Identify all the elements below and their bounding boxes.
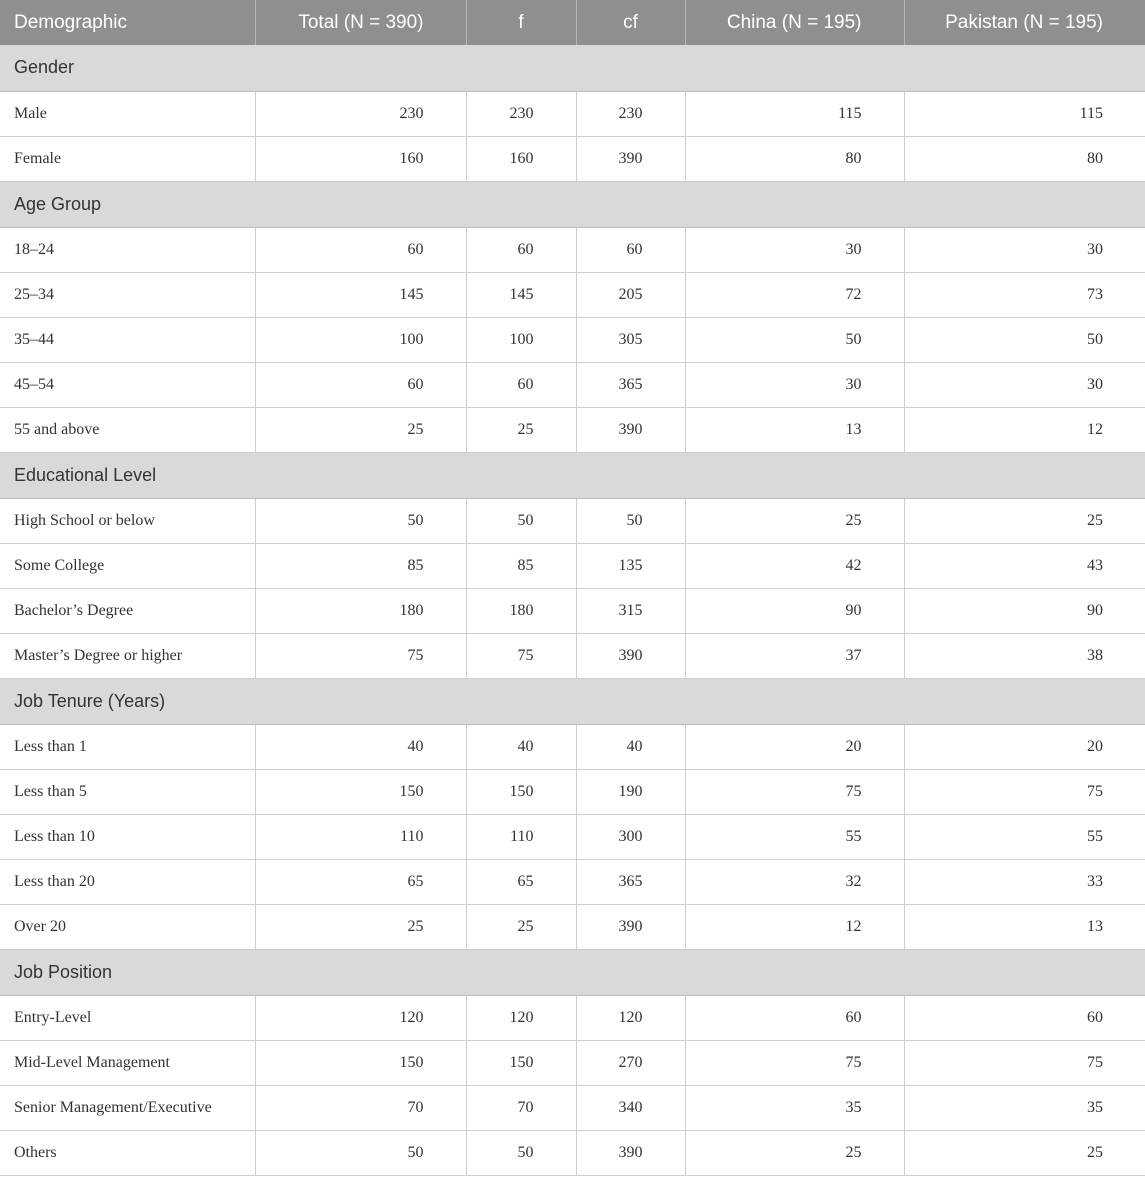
table-cell: 340: [576, 1085, 685, 1130]
table-cell: 100: [255, 317, 466, 362]
table-cell: 25: [466, 407, 576, 452]
header-pakistan: Pakistan (N = 195): [904, 0, 1145, 45]
table-cell: 120: [255, 995, 466, 1040]
table-cell: 25: [255, 407, 466, 452]
table-cell: 390: [576, 136, 685, 181]
table-cell: 60: [576, 227, 685, 272]
section-row: [0, 949, 1145, 995]
row-label: Over 20: [0, 904, 255, 949]
table-cell: 13: [904, 904, 1145, 949]
table-cell: 72: [685, 272, 904, 317]
table-cell: 60: [685, 995, 904, 1040]
table-row: [0, 317, 1145, 362]
table-cell: 50: [904, 317, 1145, 362]
table-row: [0, 91, 1145, 136]
table-row: [0, 859, 1145, 904]
table-cell: 365: [576, 859, 685, 904]
table-cell: 365: [576, 362, 685, 407]
row-label: High School or below: [0, 498, 255, 543]
table-cell: 115: [685, 91, 904, 136]
table-body: [0, 45, 1145, 1175]
table-cell: 315: [576, 588, 685, 633]
table-cell: 100: [466, 317, 576, 362]
table-row: [0, 407, 1145, 452]
section-row: [0, 452, 1145, 498]
table-row: [0, 362, 1145, 407]
table-cell: 73: [904, 272, 1145, 317]
table-cell: 300: [576, 814, 685, 859]
table-cell: 75: [685, 769, 904, 814]
table-cell: 270: [576, 1040, 685, 1085]
table-cell: 30: [904, 227, 1145, 272]
row-label: Less than 1: [0, 724, 255, 769]
row-label: Less than 10: [0, 814, 255, 859]
table-row: [0, 1130, 1145, 1175]
row-label: Less than 5: [0, 769, 255, 814]
table-cell: 60: [255, 227, 466, 272]
table-row: [0, 588, 1145, 633]
section-title: Job Position: [0, 949, 1145, 995]
table-cell: 60: [466, 362, 576, 407]
header-demographic: Demographic: [0, 0, 255, 45]
table-cell: 190: [576, 769, 685, 814]
table-cell: 25: [904, 498, 1145, 543]
table-cell: 75: [466, 633, 576, 678]
row-label: Some College: [0, 543, 255, 588]
table-cell: 25: [255, 904, 466, 949]
table-row: [0, 633, 1145, 678]
table-cell: 25: [904, 1130, 1145, 1175]
table-cell: 50: [576, 498, 685, 543]
table-cell: 120: [576, 995, 685, 1040]
row-label: Mid-Level Management: [0, 1040, 255, 1085]
table-cell: 42: [685, 543, 904, 588]
table-cell: 120: [466, 995, 576, 1040]
header-cf: cf: [576, 0, 685, 45]
table-cell: 65: [466, 859, 576, 904]
table-cell: 40: [466, 724, 576, 769]
table-cell: 80: [904, 136, 1145, 181]
row-label: Others: [0, 1130, 255, 1175]
table-cell: 60: [255, 362, 466, 407]
table-cell: 50: [255, 498, 466, 543]
table-cell: 35: [904, 1085, 1145, 1130]
table-cell: 75: [685, 1040, 904, 1085]
table-cell: 115: [904, 91, 1145, 136]
table-cell: 25: [685, 498, 904, 543]
table-cell: 60: [466, 227, 576, 272]
table-cell: 390: [576, 633, 685, 678]
table-cell: 80: [685, 136, 904, 181]
table-cell: 50: [255, 1130, 466, 1175]
table-row: [0, 904, 1145, 949]
table-cell: 40: [255, 724, 466, 769]
table-cell: 20: [904, 724, 1145, 769]
row-label: Master’s Degree or higher: [0, 633, 255, 678]
table-cell: 32: [685, 859, 904, 904]
table-cell: 70: [255, 1085, 466, 1130]
row-label: 45–54: [0, 362, 255, 407]
row-label: Male: [0, 91, 255, 136]
table-cell: 230: [576, 91, 685, 136]
row-label: 55 and above: [0, 407, 255, 452]
table-cell: 30: [904, 362, 1145, 407]
row-label: 18–24: [0, 227, 255, 272]
section-row: [0, 45, 1145, 91]
table-cell: 145: [466, 272, 576, 317]
table-cell: 12: [685, 904, 904, 949]
table-cell: 160: [466, 136, 576, 181]
table-cell: 33: [904, 859, 1145, 904]
table-row: [0, 1085, 1145, 1130]
table-row: [0, 995, 1145, 1040]
table-cell: 180: [255, 588, 466, 633]
row-label: 35–44: [0, 317, 255, 362]
table-cell: 145: [255, 272, 466, 317]
table-row: [0, 498, 1145, 543]
row-label: Female: [0, 136, 255, 181]
table-cell: 90: [685, 588, 904, 633]
table-cell: 90: [904, 588, 1145, 633]
table-cell: 35: [685, 1085, 904, 1130]
table-cell: 13: [685, 407, 904, 452]
table-cell: 30: [685, 227, 904, 272]
table-cell: 43: [904, 543, 1145, 588]
header-china: China (N = 195): [685, 0, 904, 45]
table-cell: 50: [466, 498, 576, 543]
section-row: [0, 678, 1145, 724]
table-cell: 12: [904, 407, 1145, 452]
table-cell: 390: [576, 407, 685, 452]
table-cell: 110: [466, 814, 576, 859]
table-cell: 390: [576, 1130, 685, 1175]
table-cell: 20: [685, 724, 904, 769]
table-cell: 50: [685, 317, 904, 362]
header-total: Total (N = 390): [255, 0, 466, 45]
table-row: [0, 769, 1145, 814]
table-cell: 305: [576, 317, 685, 362]
table-cell: 230: [466, 91, 576, 136]
section-row: [0, 181, 1145, 227]
table-cell: 70: [466, 1085, 576, 1130]
row-label: Entry-Level: [0, 995, 255, 1040]
table-row: [0, 227, 1145, 272]
table-cell: 37: [685, 633, 904, 678]
table-cell: 75: [904, 1040, 1145, 1085]
header-f: f: [466, 0, 576, 45]
table-cell: 65: [255, 859, 466, 904]
table-row: [0, 814, 1145, 859]
table-cell: 55: [904, 814, 1145, 859]
table-cell: 150: [466, 1040, 576, 1085]
table-cell: 40: [576, 724, 685, 769]
table-cell: 205: [576, 272, 685, 317]
table-cell: 160: [255, 136, 466, 181]
section-title: Gender: [0, 45, 1145, 91]
table-cell: 60: [904, 995, 1145, 1040]
table-cell: 390: [576, 904, 685, 949]
section-title: Educational Level: [0, 452, 1145, 498]
header-row: [0, 0, 1145, 45]
table-row: [0, 272, 1145, 317]
table-cell: 110: [255, 814, 466, 859]
section-title: Job Tenure (Years): [0, 678, 1145, 724]
table-cell: 180: [466, 588, 576, 633]
table-cell: 25: [466, 904, 576, 949]
table-cell: 85: [466, 543, 576, 588]
table-cell: 150: [255, 1040, 466, 1085]
table-cell: 75: [255, 633, 466, 678]
table-cell: 75: [904, 769, 1145, 814]
table-cell: 85: [255, 543, 466, 588]
table-cell: 150: [466, 769, 576, 814]
table-row: [0, 543, 1145, 588]
section-title: Age Group: [0, 181, 1145, 227]
table-row: [0, 136, 1145, 181]
table-cell: 150: [255, 769, 466, 814]
table-cell: 30: [685, 362, 904, 407]
table-cell: 25: [685, 1130, 904, 1175]
row-label: Bachelor’s Degree: [0, 588, 255, 633]
table-cell: 50: [466, 1130, 576, 1175]
row-label: Senior Management/Executive: [0, 1085, 255, 1130]
table-row: [0, 1040, 1145, 1085]
row-label: Less than 20: [0, 859, 255, 904]
table-row: [0, 724, 1145, 769]
table-cell: 38: [904, 633, 1145, 678]
table-cell: 55: [685, 814, 904, 859]
table-cell: 230: [255, 91, 466, 136]
row-label: 25–34: [0, 272, 255, 317]
table-cell: 135: [576, 543, 685, 588]
